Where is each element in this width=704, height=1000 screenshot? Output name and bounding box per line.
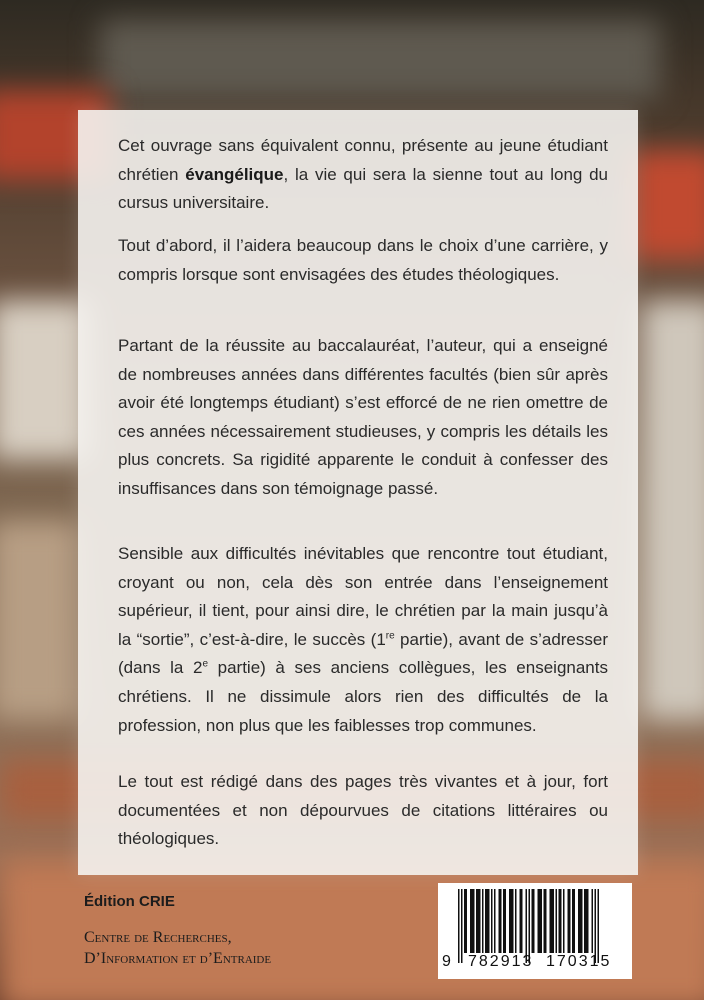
- paragraph-4: [118, 540, 608, 740]
- barcode-bar: [578, 889, 583, 953]
- barcode-bar: [544, 889, 547, 953]
- barcode-bar: [556, 889, 558, 953]
- barcode-bar: [491, 889, 493, 953]
- barcode-bar: [598, 889, 600, 963]
- edition-label: Édition CRIE: [84, 893, 175, 910]
- barcode-bar: [503, 889, 506, 953]
- blurred-book: [0, 300, 90, 460]
- barcode-bar: [529, 889, 531, 963]
- blurred-book: [100, 20, 660, 100]
- barcode-bar: [464, 889, 467, 953]
- barcode-bar: [550, 889, 555, 953]
- barcode-bar: [592, 889, 594, 953]
- barcode-bar: [595, 889, 597, 963]
- isbn-first-digit: 9: [442, 953, 451, 970]
- isbn-group-1: 782913: [468, 953, 534, 970]
- barcode-bar: [461, 889, 463, 963]
- isbn-digits: [438, 953, 632, 975]
- paragraph-1-text-end: , la vie qui sera la sienne tout au long du cursus universitaire.: [118, 164, 608, 213]
- barcode-bar: [584, 889, 589, 953]
- organization-line-1: Centre de Recherches,: [84, 929, 232, 946]
- barcode-bar: [538, 889, 543, 953]
- barcode-bar: [559, 889, 562, 953]
- barcode-bar: [515, 889, 517, 953]
- barcode-bar: [526, 889, 528, 963]
- paragraph-3: Partant de la réussite au baccalauréat, l’auteur, qui a enseigné de nombreuses années dans différentes facultés (bien sûr après avoir été longtemps étudiant) s’est efforcé de ne rien omettre de ces années nécessairement studieuses, y compris les détails les plus concrets. Sa rigidité apparente le conduit à confesser des insuffisances dans son témoignage passé.: [118, 336, 608, 498]
- barcode-bar: [499, 889, 502, 953]
- barcode-bar: [458, 889, 460, 963]
- text-panel: [78, 110, 638, 875]
- organization-line-2: D’Information et d’Entraide: [84, 950, 272, 967]
- paragraph-2: Tout d’abord, il l’aidera beaucoup dans le choix d’une carrière, y compris lorsque sont envisagées des études théologiques.: [118, 236, 608, 284]
- blurred-book: [640, 300, 704, 720]
- barcode-bar: [572, 889, 575, 953]
- paragraph-4-text-c: partie) à ses anciens collègues, les enseignants chrétiens. Il ne dissimule alors rien des difficultés de la profession, non plus que les faiblesses trop communes.: [118, 658, 608, 735]
- superscript-e: e: [202, 658, 209, 670]
- superscript-re: re: [385, 630, 395, 642]
- barcode-bar: [494, 889, 496, 953]
- paragraph-1-bold: évangélique: [185, 164, 284, 184]
- barcode-bar: [520, 889, 523, 953]
- barcode-bar: [476, 889, 481, 953]
- barcode-bar: [532, 889, 535, 953]
- barcode-bar: [563, 889, 565, 953]
- isbn-barcode: [438, 883, 632, 979]
- barcode-bar: [509, 889, 514, 953]
- isbn-group-2: 170315: [546, 953, 612, 970]
- paragraph-1: [118, 132, 608, 218]
- paragraph-5: Le tout est rédigé dans des pages très vivantes et à jour, fort documentées et non dépourvues de citations littéraires ou théologiques.: [118, 772, 608, 849]
- barcode-bar: [470, 889, 475, 953]
- paragraph-4-text-b: partie), avant de s’adresser (dans la 2: [118, 629, 609, 678]
- barcode-bar: [485, 889, 490, 953]
- paragraph-1-text: Cet ouvrage sans équivalent connu, présente au jeune étudiant chrétien: [118, 136, 608, 184]
- blurred-book: [630, 150, 704, 260]
- paragraph-4-text-a: Sensible aux difficultés inévitables que rencontre tout étudiant, croyant ou non, cela dès son entrée dans l’enseignement supérieur, il tient, pour ainsi dire, le chrétien par la main jusqu’à la “sortie”, c’est-à-dire, le succès (1: [118, 544, 608, 649]
- barcode-bar: [482, 889, 484, 953]
- publisher-block: [84, 893, 414, 969]
- barcode-bar: [568, 889, 571, 953]
- blurred-book: [0, 520, 80, 720]
